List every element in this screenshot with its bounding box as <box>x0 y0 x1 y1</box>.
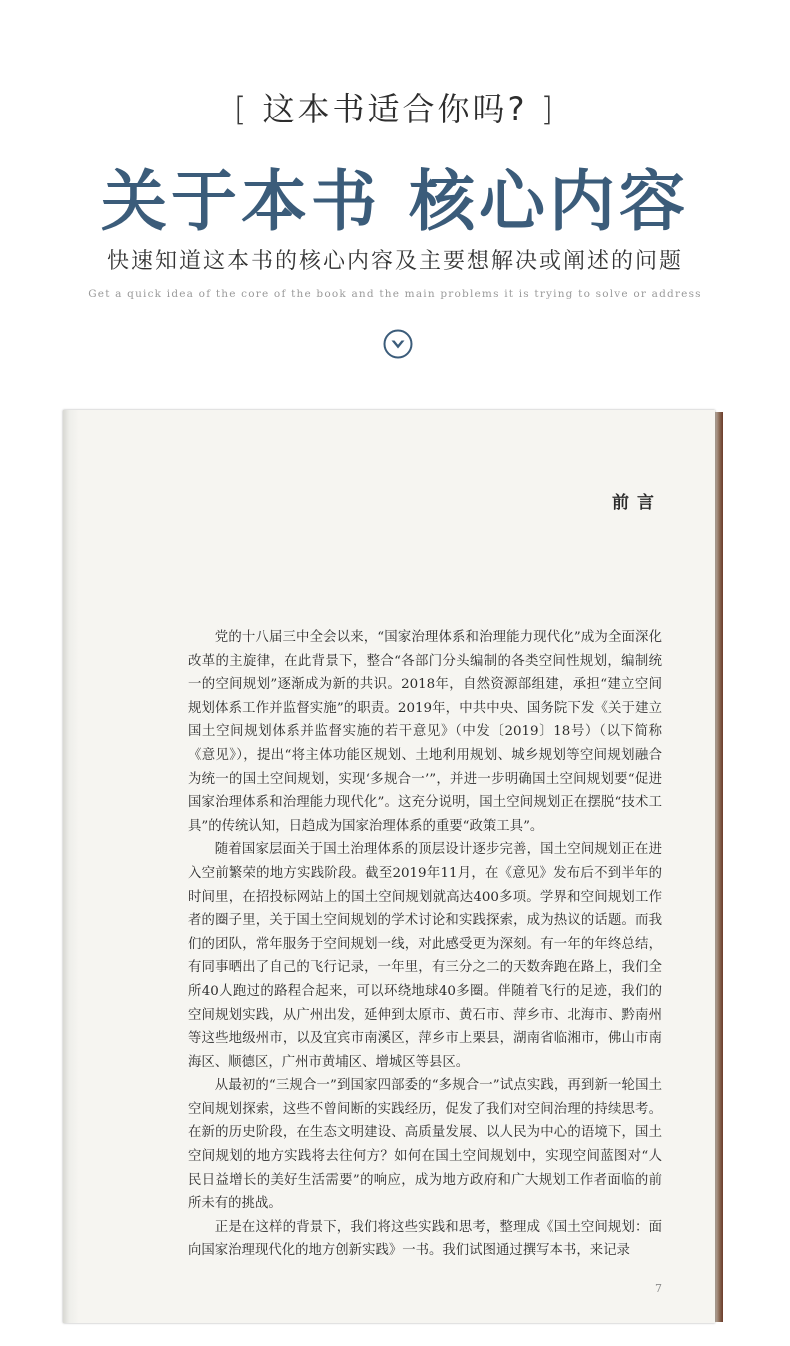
question-text: 这本书适合你吗? <box>262 90 528 128</box>
page-fold-shadow <box>63 410 79 1323</box>
left-bracket: [ <box>233 90 250 128</box>
paragraph: 随着国家层面关于国土治理体系的顶层设计逐步完善，国土空间规划正在进入空前繁荣的地方实践阶段。截至2019年11月，在《意见》发布后不到半年的时间里，在招投标网站上的国土空间规划就高达400多项。学界和空间规划工作者的圈子里，关于国土空间规划的学术讨论和实践探索，成为热议的话题。而我们的团队，常年服务于空间规划一线，对此感受更为深刻。有一年的年终总结，有同事晒出了自己的飞行记录，一年里，有三分之二的天数奔跑在路上，我们全所40人跑过的路程合起来，可以环绕地球40多圈。伴随着飞行的足迹，我们的空间规划实践，从广州出发，延伸到太原市、黄石市、萍乡市、北海市、黔南州等这些地级州市，以及宜宾市南溪区，萍乡市上栗县，湖南省临湘市，佛山市南海区、顺德区，广州市黄埔区、增城区等县区。 <box>188 842 662 1070</box>
title-about-book: 关于本书 <box>101 162 381 240</box>
promo-header <box>0 0 790 400</box>
preface-heading: 前言 <box>612 493 662 513</box>
main-title <box>0 148 790 243</box>
right-bracket: ] <box>540 90 557 128</box>
paragraph: 正是在这样的背景下，我们将这些实践和思考，整理成《国土空间规划：面向国家治理现代化的地方创新实践》一书。我们试图通过撰写本书，来记录 <box>188 1219 662 1259</box>
title-core-content: 核心内容 <box>409 162 689 240</box>
subtitle-english: Get a quick idea of the core of the book and the main problems it is trying to solve or address <box>88 288 702 300</box>
subtitle-chinese: 快速知道这本书的核心内容及主要想解决或阐述的问题 <box>106 249 683 274</box>
chevron-down-circle-icon <box>383 329 413 359</box>
book-spine-edge <box>714 412 723 1322</box>
question-tagline <box>0 84 790 130</box>
page-number: 7 <box>655 1282 662 1295</box>
preface-body <box>188 626 662 1263</box>
paragraph: 从最初的“三规合一”到国家四部委的“多规合一”试点实践，再到新一轮国土空间规划探索，这些不曾间断的实践经历，促发了我们对空间治理的持续思考。在新的历史阶段，在生态文明建设、高质量发展、以人民为中心的语境下，国土空间规划的地方实践将去往何方？如何在国土空间规划中，实现空间蓝图对“人民日益增长的美好生活需要”的响应，成为地方政府和广大规划工作者面临的前所未有的挑战。 <box>188 1078 662 1212</box>
paragraph: 党的十八届三中全会以来，“国家治理体系和治理能力现代化”成为全面深化改革的主旋律，在此背景下，整合“各部门分头编制的各类空间性规划，编制统一的空间规划”逐渐成为新的共识。2018年，自然资源部组建，承担“建立空间规划体系工作并监督实施”的职责。2019年，中共中央、国务院下发《关于建立国土空间规划体系并监督实施的若干意见》（中发〔2019〕18号）（以下简称《意见》），提出“将主体功能区规划、土地利用规划、城乡规划等空间规划融合为统一的国土空间规划，实现‘多规合一’”，并进一步明确国土空间规划要“促进国家治理体系和治理能力现代化”。这充分说明，国土空间规划正在摆脱“技术工具”的传统认知，日趋成为国家治理体系的重要“政策工具”。 <box>188 630 662 834</box>
